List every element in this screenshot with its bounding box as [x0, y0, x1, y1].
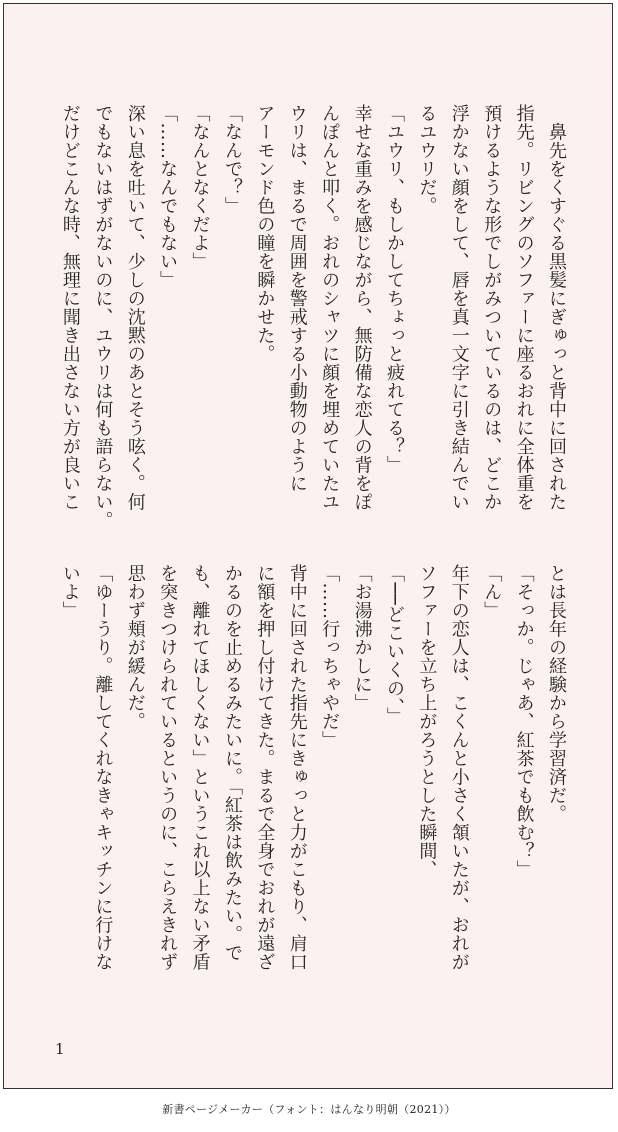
text-line: に額を押し付けてきた。まるで全身でおれが遠ざ	[254, 564, 276, 971]
text-line: 深い息を吐いて、少しの沈黙のあとそう呟く。何	[124, 104, 146, 511]
text-line: 「……行っちゃやだ」	[319, 564, 341, 749]
text-line: 「──どこいくの、」	[383, 564, 405, 726]
book-page	[3, 3, 613, 1089]
text-block-bottom	[54, 564, 573, 994]
text-line: 年下の恋人は、こくんと小さく頷いたが、おれが	[448, 564, 470, 971]
text-line: 「なんで？」	[221, 104, 243, 215]
text-line: でもないはずがないのに、ユウリは何も語らない。	[92, 104, 114, 530]
text-line: アーモンド色の瞳を瞬かせた。	[254, 104, 276, 363]
text-block-top	[54, 104, 573, 530]
text-line: 背中に回された指先にきゅっと力がこもり、肩口	[286, 564, 308, 971]
text-line: 「お湯沸かしに」	[351, 564, 373, 712]
text-line: を突きつけられているというのに、こらえきれず	[157, 564, 179, 971]
text-line: んぽんと叩く。おれのシャツに顔を埋めていたユ	[319, 104, 341, 511]
text-line: 鼻先をくすぐる黒髪にぎゅっと背中に回された	[546, 104, 567, 511]
text-line: ソファーを立ち上がろうとした瞬間、	[416, 564, 438, 879]
text-line: 思わず頬が緩んだ。	[124, 564, 146, 731]
text-line: だけどこんな時、無理に聞き出さない方が良いこ	[59, 104, 81, 511]
text-line: 「なんとなくだよ」	[189, 104, 211, 271]
text-line: 指先。リビングのソファーに座るおれに全体重を	[513, 104, 535, 511]
text-line: とは長年の経験から学習済だ。	[546, 564, 567, 823]
text-line: 「……なんでもない」	[157, 104, 179, 289]
text-line: 「ユウリ、もしかしてちょっと疲れてる？」	[383, 104, 405, 474]
footer-credit: 新書ページメーカー（フォント：はんなり明朝（2021））	[162, 1103, 456, 1116]
text-line: ウリは、まるで周囲を警戒する小動物のように	[286, 104, 308, 493]
page-number: 1	[55, 1040, 65, 1058]
text-line: かるのを止めるみたいに。「紅茶は飲みたい。で	[221, 564, 243, 962]
text-line: 浮かない顔をして、唇を真一文字に引き結んでい	[448, 104, 470, 511]
text-line: いよ」	[59, 564, 81, 620]
text-line: 「ゆーうり。離してくれなきゃキッチンに行けな	[92, 564, 114, 971]
text-line: るユウリだ。	[416, 104, 438, 215]
text-line: も、離れてほしくない」というこれ以上ない矛盾	[189, 564, 211, 971]
text-line: 「そっか。じゃあ、紅茶でも飲む？」	[513, 564, 535, 879]
text-line: 預けるような形でしがみついているのは、どこか	[481, 104, 503, 511]
text-line: 「ん」	[481, 564, 503, 620]
text-line: 幸せな重みを感じながら、無防備な恋人の背をぽ	[351, 104, 373, 511]
